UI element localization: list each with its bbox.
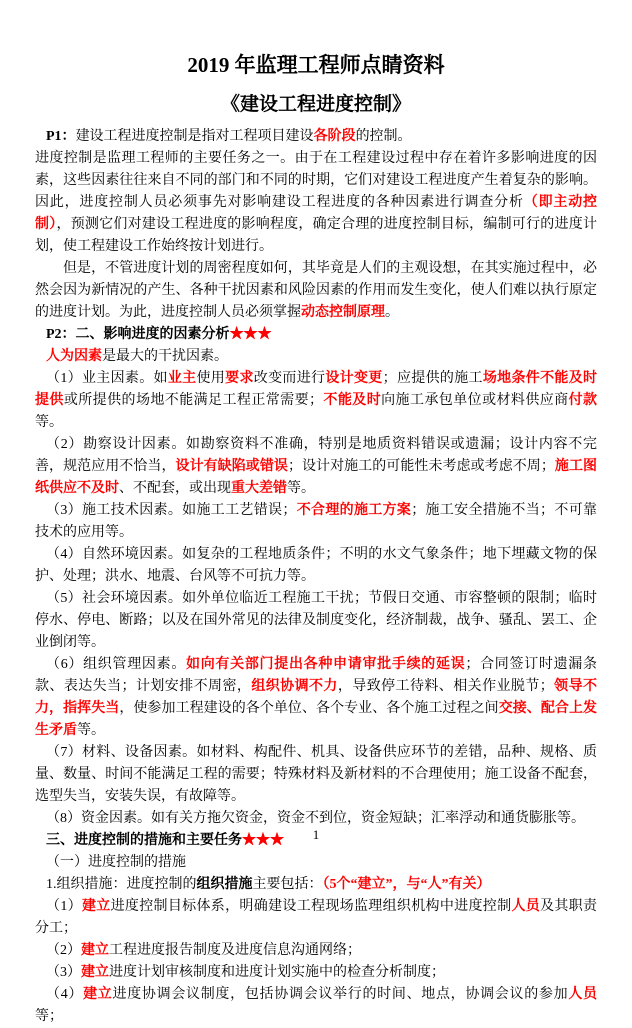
text-run: 等。 bbox=[35, 415, 63, 430]
text-run: （3）施工技术因素。如施工工艺错误； bbox=[46, 503, 297, 518]
paragraph bbox=[35, 654, 597, 742]
emphasis-red-text: ★★★ bbox=[242, 833, 284, 848]
text-run: ，使参加工程建设的各个单位、各个专业、各个施工过程之间 bbox=[119, 701, 499, 716]
emphasis-red-text: 不合理的施工方案 bbox=[296, 503, 412, 518]
emphasis-red-text: 建立 bbox=[81, 943, 109, 958]
text-run: ；合同签订时遗漏条款、表达失当；计划安排不周密， bbox=[35, 657, 598, 694]
paragraph bbox=[35, 742, 597, 808]
emphasis-red-text: （即主动控制） bbox=[35, 195, 598, 232]
emphasis-red-text: （5个“建立”，与“人”有关） bbox=[322, 877, 491, 892]
text-run: （1）业主因素。如 bbox=[46, 371, 168, 386]
text-run: 等； bbox=[35, 1009, 63, 1024]
text-run: （一）进度控制的措施 bbox=[46, 855, 186, 870]
paragraph bbox=[35, 874, 597, 896]
emphasis-red-text: 建立 bbox=[81, 965, 109, 980]
emphasis-red-text: 要求 bbox=[225, 371, 254, 386]
text-run: 、不配套，或出现 bbox=[119, 481, 231, 496]
emphasis-red-text: 各阶段 bbox=[313, 129, 356, 144]
document-subtitle: 《建设工程进度控制》 bbox=[220, 94, 411, 115]
paragraph bbox=[35, 984, 597, 1028]
text-run: 进度控制是监理工程师的主要任务之一。由于在工程建设过程中存在着许多影响进度的因素，这些因素往往来自不同的部门和不同的时期，它们对建设工程进度产生着复杂的影响。因此，进度控制人员必须事先对影响建设工程进度的各种因素进行调查分析 bbox=[35, 151, 597, 210]
text-run: 或所提供的场地不能满足工程正常需要； bbox=[63, 393, 324, 408]
emphasis-red-text: 交接、配合上发生矛盾 bbox=[35, 701, 598, 738]
emphasis-red-text: 组织协调不力 bbox=[251, 679, 338, 694]
emphasis-red-text: 设计有缺陷或错误 bbox=[175, 459, 288, 474]
text-run: ，导致停工待料、相关作业脱节； bbox=[337, 679, 554, 694]
text-run: 等。 bbox=[287, 481, 315, 496]
paragraph bbox=[35, 434, 597, 500]
text-run: （2）勘察设计因素。如勘察资料不准确，特别是地质资料错误或遗漏；设计内容不完善，规范应用不恰当， bbox=[35, 437, 597, 474]
emphasis-red-text: 不能及时 bbox=[323, 393, 382, 408]
text-run: （2） bbox=[46, 943, 81, 958]
paragraph bbox=[35, 940, 597, 962]
emphasis-red-text: 动态控制原理 bbox=[301, 305, 385, 320]
text-run: 进度计划审核制度和进度计划实施中的检查分析制度； bbox=[109, 965, 445, 980]
text-run: 及其职责分工； bbox=[35, 899, 598, 936]
emphasis-red-text: 建立 bbox=[83, 987, 113, 1002]
text-run: （4） bbox=[46, 987, 84, 1002]
paragraph bbox=[35, 588, 597, 654]
text-run: 但是，不管进度计划的周密程度如何，其毕竟是人们的主观设想，在其实施过程中，必然会因为新情况的产生、各种干扰因素和风险因素的作用而发生变化，使人们难以执行原定的进度计划。为此，进度控制人员必须掌握 bbox=[35, 261, 597, 320]
paragraph bbox=[35, 500, 597, 544]
text-run: 。 bbox=[385, 305, 399, 320]
paragraph bbox=[35, 148, 597, 258]
emphasis-red-text: 人为因素 bbox=[46, 349, 102, 364]
text-run: 工程进度报告制度及进度信息沟通网络； bbox=[109, 943, 361, 958]
emphasis-red-text: 重大差错 bbox=[231, 481, 287, 496]
bold-text: 三、进度控制的措施和主要任务 bbox=[46, 833, 242, 848]
paragraph bbox=[35, 896, 597, 940]
text-run: 主要包括： bbox=[252, 877, 323, 892]
text-run: （1） bbox=[46, 899, 82, 914]
text-run: 的控制。 bbox=[355, 129, 412, 144]
emphasis-red-text: 业主 bbox=[167, 371, 197, 386]
paragraph bbox=[35, 324, 597, 346]
text-run: ，预测它们对建设工程进度的影响程度，确定合理的进度控制目标，编制可行的进度计划，使工程建设工作始终按计划进行。 bbox=[35, 217, 598, 254]
text-run: 向施工承包单位或材料供应商 bbox=[381, 393, 569, 408]
text-run: （6）组织管理因素。 bbox=[46, 657, 187, 672]
text-run: ；应提供的施工 bbox=[382, 371, 483, 386]
emphasis-red-text: 建立 bbox=[81, 899, 111, 914]
bold-text: 组织措施 bbox=[196, 877, 253, 892]
text-run: （7）材料、设备因素。如材料、构配件、机具、设备供应环节的差错，品种、规格、质量、数量、时间不能满足工程的需要；特殊材料及新材料的不合理使用；施工设备不配套，选型失当，安装失误，有故障等。 bbox=[35, 745, 597, 804]
page-number: 1 bbox=[312, 827, 320, 842]
document-body bbox=[35, 126, 597, 1028]
emphasis-red-text: 付款 bbox=[568, 393, 598, 408]
text-run: 等。 bbox=[77, 723, 105, 738]
paragraph bbox=[35, 126, 597, 148]
text-run: 改变而进行 bbox=[253, 371, 326, 386]
text-run: ；设计对施工的可能性未考虑或考虑不周； bbox=[287, 459, 555, 474]
paragraph bbox=[35, 962, 597, 984]
bold-text: P2：二、影响进度的因素分析 bbox=[46, 327, 230, 342]
emphasis-red-text: 人员 bbox=[511, 899, 541, 914]
paragraph bbox=[35, 852, 597, 874]
text-run: 建设工程进度控制是指对工程项目建设 bbox=[75, 129, 314, 144]
text-run: ；施工安全措施不当；不可靠技术的应用等。 bbox=[35, 503, 598, 540]
paragraph bbox=[35, 346, 597, 368]
text-run: （8）资金因素。如有关方拖欠资金，资金不到位，资金短缺；汇率浮动和通货膨胀等。 bbox=[46, 811, 585, 826]
emphasis-red-text: 场地条件不能及时提供 bbox=[35, 371, 598, 408]
text-run: 进度协调会议制度，包括协调会议举行的时间、地点，协调会议的参加 bbox=[112, 987, 569, 1002]
text-run: 1.组织措施：进度控制的 bbox=[46, 877, 197, 892]
emphasis-red-text: ★★★ bbox=[229, 327, 272, 342]
emphasis-red-text: 设计变更 bbox=[325, 371, 383, 386]
document-title: 2019 年监理工程师点睛资料 bbox=[187, 53, 445, 77]
bold-text: P1： bbox=[46, 129, 76, 144]
emphasis-red-text: 人员 bbox=[568, 987, 598, 1002]
paragraph bbox=[35, 368, 597, 434]
paragraph bbox=[35, 258, 597, 324]
emphasis-red-text: 领导不力，指挥失当 bbox=[35, 679, 598, 716]
text-run: 使用 bbox=[196, 371, 226, 386]
text-run: （5）社会环境因素。如外单位临近工程施工干扰；节假日交通、市容整顿的限制；临时停水、停电、断路；以及在国外常见的法律及制度变化，经济制裁，战争、骚乱、罢工、企业倒闭等。 bbox=[35, 591, 597, 650]
text-run: 进度控制目标体系，明确建设工程现场监理组织机构中进度控制 bbox=[110, 899, 512, 914]
emphasis-red-text: 如向有关部门提出各种申请审批手续的延误 bbox=[186, 657, 466, 672]
text-run: 是最大的干扰因素。 bbox=[102, 349, 228, 364]
text-run: （4）自然环境因素。如复杂的工程地质条件；不明的水文气象条件；地下埋藏文物的保护、处理；洪水、地震、台风等不可抗力等。 bbox=[35, 547, 597, 584]
text-run: （3） bbox=[46, 965, 81, 980]
emphasis-red-text: 施工图纸供应不及时 bbox=[35, 459, 598, 496]
paragraph bbox=[35, 544, 597, 588]
